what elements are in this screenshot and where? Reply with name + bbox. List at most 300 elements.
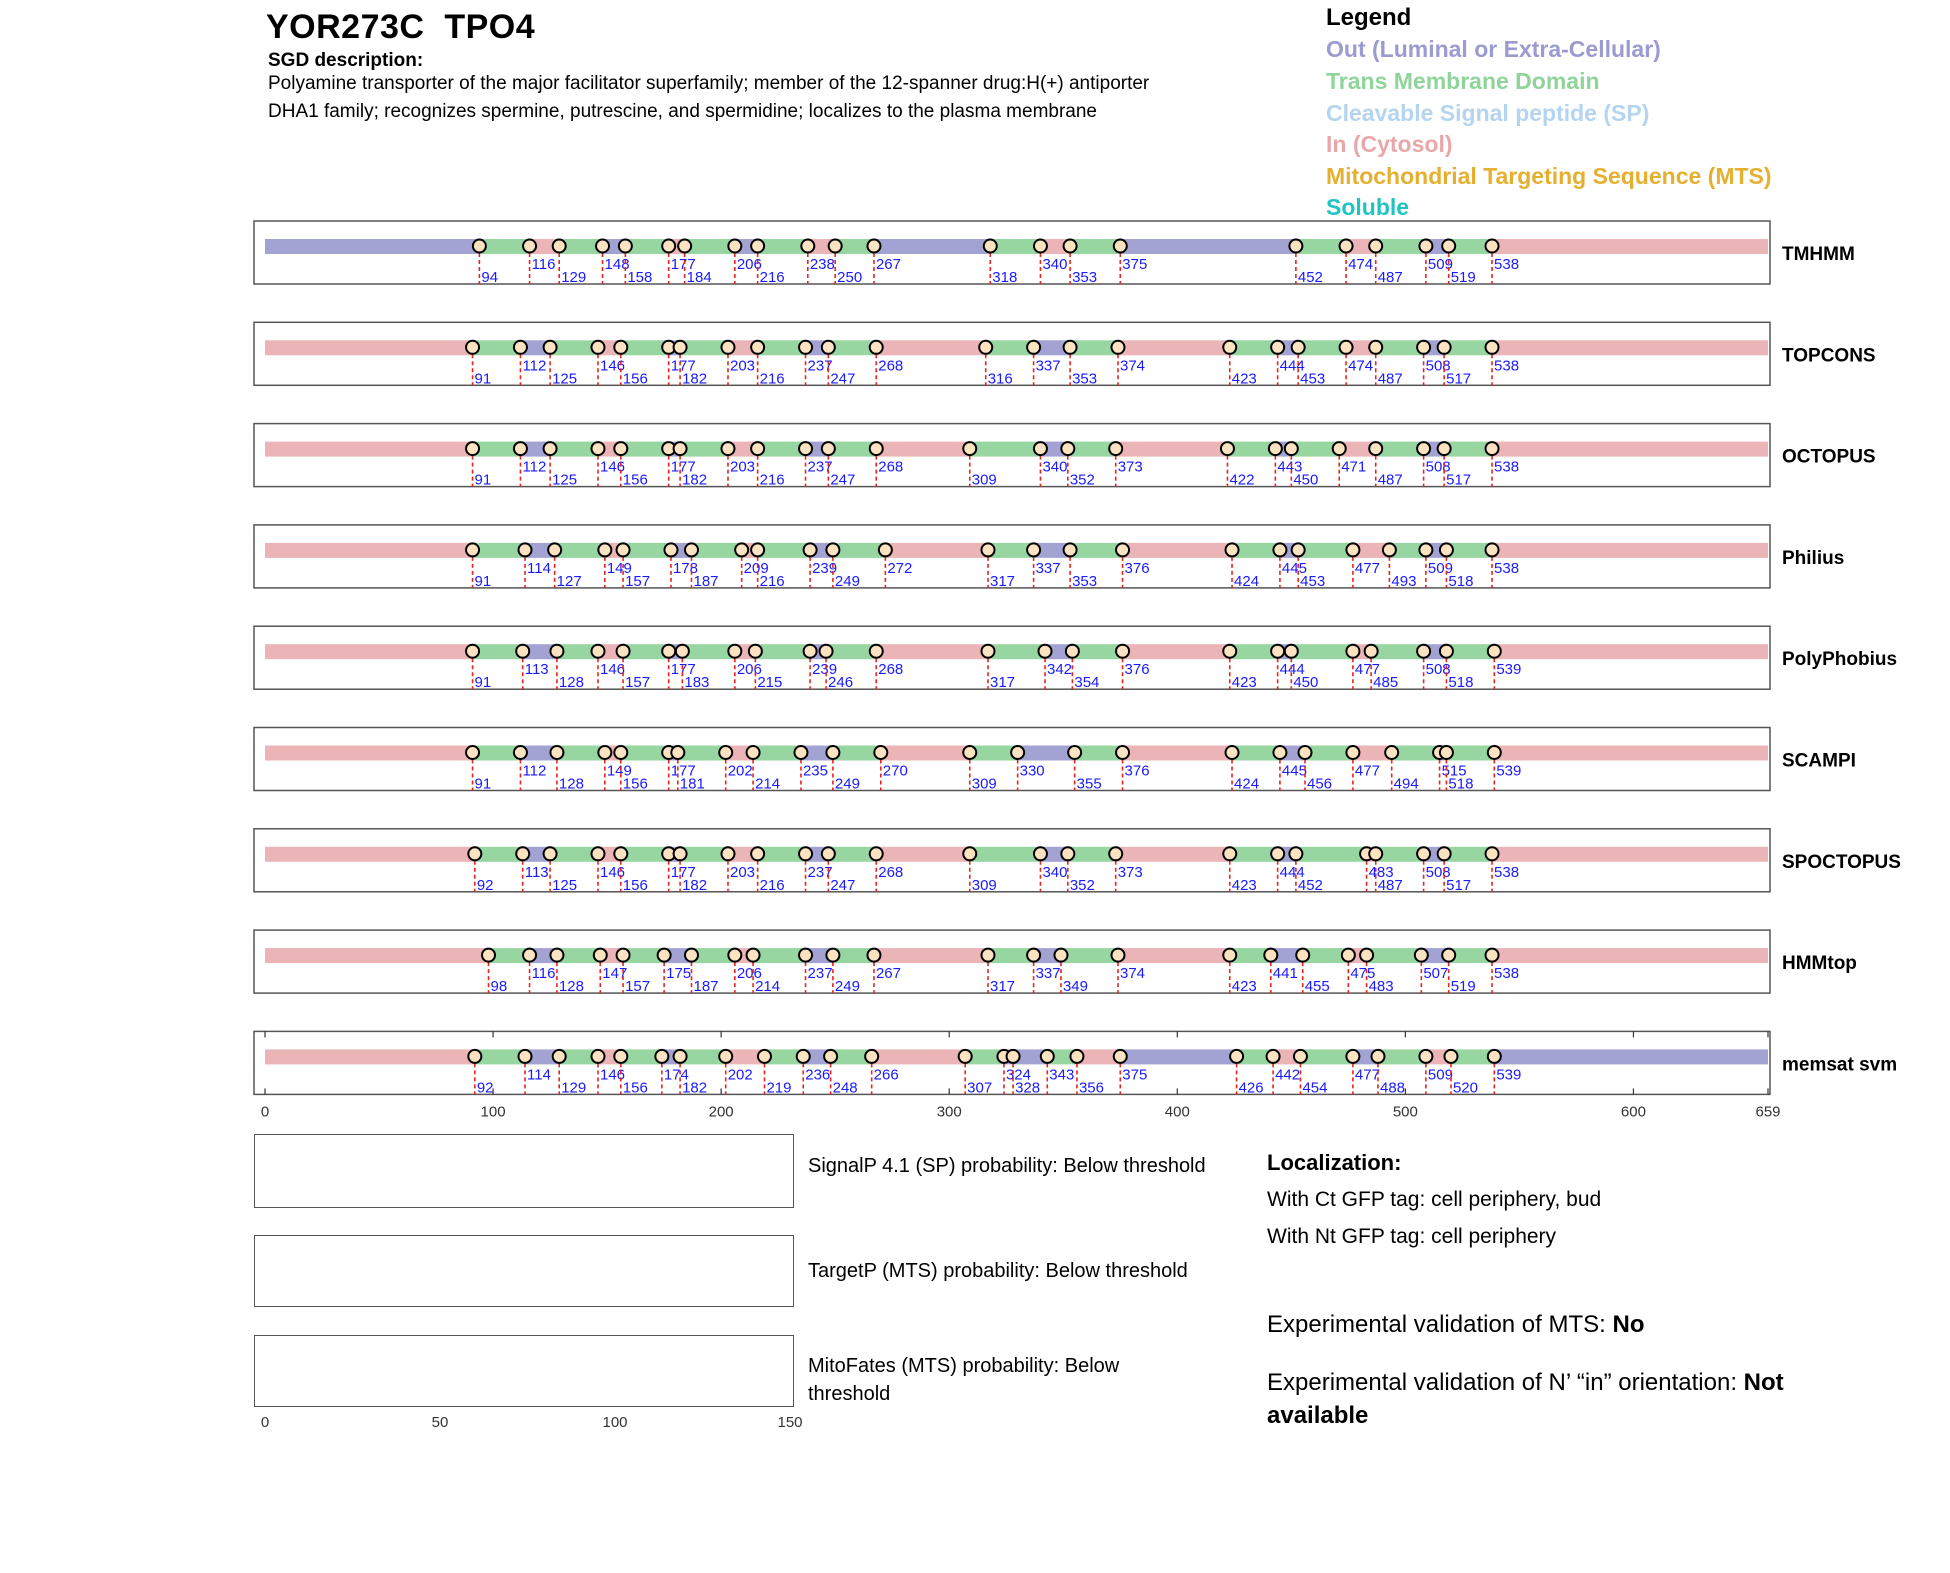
boundary-marker-topcons-125 [544, 341, 557, 354]
boundary-label-scampi-177: 177 [670, 762, 696, 780]
segment-philius-13 [885, 543, 988, 558]
boundary-marker-polyphobius-246 [820, 645, 833, 658]
boundary-marker-scampi-330 [1011, 746, 1024, 759]
boundary-label-spoctopus-423: 423 [1231, 876, 1257, 894]
segment-hmmtop-13 [874, 948, 988, 963]
boundary-marker-scampi-355 [1068, 746, 1081, 759]
boundary-marker-polyphobius-354 [1066, 645, 1079, 658]
boundary-marker-topcons-508 [1417, 341, 1430, 354]
boundary-marker-spoctopus-517 [1438, 847, 1451, 860]
segment-spoctopus-1 [265, 847, 475, 862]
boundary-marker-topcons-423 [1223, 341, 1236, 354]
boundary-label-hmmtop-317: 317 [989, 978, 1016, 996]
boundary-marker-polyphobius-444 [1271, 645, 1284, 658]
boundary-label-octopus-177: 177 [670, 458, 696, 476]
boundary-marker-hmmtop-519 [1442, 949, 1455, 962]
track-name-memsat-svm: memsat svm [1782, 1054, 1898, 1076]
segment-tmhmm-14 [990, 239, 1040, 254]
sgd-description-line-1: Polyamine transporter of the major facilitator superfamily; member of the 12-spanner drug:H(+) antiporter [268, 73, 1150, 94]
boundary-label-octopus-91: 91 [474, 471, 492, 489]
boundary-label-topcons-444: 444 [1279, 357, 1305, 375]
boundary-label-topcons-474: 474 [1348, 357, 1374, 375]
boundary-marker-memsat-svm-146 [591, 1050, 604, 1063]
boundary-marker-spoctopus-92 [468, 847, 481, 860]
boundary-marker-hmmtop-175 [658, 949, 671, 962]
boundary-label-topcons-508: 508 [1425, 357, 1451, 375]
boundary-marker-spoctopus-203 [721, 847, 734, 860]
segment-hmmtop-1 [265, 948, 489, 963]
boundary-marker-octopus-91 [466, 442, 479, 455]
segment-memsat-svm-19 [1120, 1049, 1236, 1064]
boundary-marker-tmhmm-353 [1064, 240, 1077, 253]
boundary-label-scampi-330: 330 [1019, 762, 1045, 780]
boundary-label-tmhmm-206: 206 [736, 256, 762, 273]
boundary-label-octopus-216: 216 [759, 471, 785, 489]
boundary-marker-memsat-svm-328 [1007, 1050, 1020, 1063]
boundary-label-tmhmm-116: 116 [531, 256, 556, 273]
boundary-label-octopus-422: 422 [1229, 471, 1255, 489]
segment-philius-4 [555, 543, 605, 558]
boundary-marker-memsat-svm-156 [614, 1050, 627, 1063]
boundary-label-polyphobius-354: 354 [1074, 674, 1100, 692]
segment-topcons-1 [265, 340, 473, 355]
boundary-marker-philius-249 [826, 543, 839, 556]
boundary-label-hmmtop-128: 128 [558, 978, 584, 996]
boundary-label-spoctopus-444: 444 [1279, 863, 1305, 881]
boundary-marker-hmmtop-237 [799, 949, 812, 962]
boundary-marker-scampi-445 [1273, 746, 1286, 759]
signalp-label: SignalP 4.1 (SP) probability: Below threshold [808, 1155, 1206, 1177]
segment-hmmtop-22 [1367, 948, 1422, 963]
segment-octopus-25 [1492, 442, 1768, 457]
boundary-marker-tmhmm-238 [801, 240, 814, 253]
segment-polyphobius-17 [1123, 644, 1230, 659]
boundary-label-spoctopus-483: 483 [1368, 863, 1394, 881]
boundary-label-hmmtop-441: 441 [1272, 965, 1298, 983]
boundary-marker-polyphobius-477 [1346, 645, 1359, 658]
boundary-marker-memsat-svm-477 [1346, 1050, 1359, 1063]
segment-hmmtop-10 [753, 948, 805, 963]
boundary-marker-memsat-svm-307 [959, 1050, 972, 1063]
segment-tmhmm-13 [874, 239, 990, 254]
boundary-label-memsat-svm-129: 129 [561, 1079, 587, 1097]
segment-scampi-1 [265, 746, 473, 761]
boundary-label-philius-216: 216 [759, 572, 785, 590]
segment-hmmtop-16 [1061, 948, 1118, 963]
boundary-marker-hmmtop-187 [685, 949, 698, 962]
track-name-polyphobius: PolyPhobius [1782, 649, 1898, 671]
boundary-marker-memsat-svm-343 [1041, 1050, 1054, 1063]
boundary-marker-scampi-539 [1488, 746, 1501, 759]
boundary-marker-octopus-146 [591, 442, 604, 455]
experimental-mts-value: No [1612, 1311, 1645, 1338]
segment-memsat-svm-1 [265, 1049, 475, 1064]
boundary-label-scampi-424: 424 [1234, 775, 1260, 793]
boundary-label-topcons-112: 112 [522, 357, 547, 375]
boundary-marker-topcons-112 [514, 341, 527, 354]
boundary-label-memsat-svm-343: 343 [1049, 1066, 1075, 1084]
boundary-marker-tmhmm-474 [1340, 240, 1353, 253]
track-name-scampi: SCAMPI [1782, 750, 1856, 772]
segment-tmhmm-10 [758, 239, 808, 254]
experimental-orientation [1267, 1366, 1887, 1432]
boundary-marker-hmmtop-147 [594, 949, 607, 962]
boundary-marker-octopus-268 [870, 442, 883, 455]
boundary-label-spoctopus-268: 268 [878, 863, 904, 881]
boundary-label-polyphobius-518: 518 [1448, 674, 1474, 692]
segment-tmhmm-23 [1492, 239, 1768, 254]
x-tick-label-0: 0 [260, 1103, 270, 1121]
legend-out: Out (Luminal or Extra-Cellular) [1326, 36, 1661, 62]
boundary-marker-scampi-91 [466, 746, 479, 759]
boundary-marker-polyphobius-206 [728, 645, 741, 658]
boundary-label-scampi-149: 149 [606, 762, 632, 780]
boundary-label-tmhmm-129: 129 [561, 269, 587, 286]
boundary-marker-topcons-487 [1369, 341, 1382, 354]
boundary-marker-memsat-svm-454 [1294, 1050, 1307, 1063]
boundary-marker-polyphobius-508 [1417, 645, 1430, 658]
boundary-label-topcons-247: 247 [830, 370, 856, 388]
localization-ct-gfp: With Ct GFP tag: cell periphery, bud [1267, 1188, 1602, 1211]
boundary-marker-tmhmm-267 [867, 240, 880, 253]
legend-mts: Mitochondrial Targeting Sequence (MTS) [1326, 163, 1772, 189]
boundary-label-hmmtop-374: 374 [1119, 965, 1146, 983]
boundary-marker-philius-157 [617, 543, 630, 556]
segment-octopus-14 [970, 442, 1041, 457]
targetp-plot-box [254, 1235, 794, 1307]
boundary-label-scampi-518: 518 [1448, 775, 1474, 793]
boundary-marker-philius-178 [664, 543, 677, 556]
track-name-octopus: OCTOPUS [1782, 446, 1876, 468]
boundary-marker-memsat-svm-219 [758, 1050, 771, 1063]
boundary-label-memsat-svm-236: 236 [805, 1066, 831, 1084]
boundary-label-tmhmm-267: 267 [875, 256, 901, 273]
boundary-marker-topcons-237 [799, 341, 812, 354]
boundary-marker-scampi-376 [1116, 746, 1129, 759]
boundary-marker-hmmtop-128 [550, 949, 563, 962]
boundary-label-memsat-svm-266: 266 [873, 1066, 899, 1084]
boundary-marker-memsat-svm-202 [719, 1050, 732, 1063]
boundary-marker-octopus-340 [1034, 442, 1047, 455]
segment-polyphobius-13 [876, 644, 988, 659]
boundary-label-philius-509: 509 [1427, 559, 1453, 577]
boundary-label-polyphobius-239: 239 [812, 661, 838, 679]
boundary-marker-polyphobius-239 [804, 645, 817, 658]
boundary-marker-spoctopus-444 [1271, 847, 1284, 860]
boundary-label-scampi-112: 112 [522, 762, 547, 780]
boundary-label-octopus-538: 538 [1494, 458, 1520, 476]
boundary-label-spoctopus-508: 508 [1425, 863, 1451, 881]
boundary-marker-octopus-450 [1285, 442, 1298, 455]
boundary-label-scampi-515: 515 [1441, 762, 1467, 780]
boundary-label-polyphobius-177: 177 [670, 661, 696, 679]
boundary-marker-scampi-494 [1385, 746, 1398, 759]
boundary-marker-hmmtop-455 [1296, 949, 1309, 962]
boundary-marker-octopus-247 [822, 442, 835, 455]
boundary-label-octopus-471: 471 [1341, 458, 1367, 476]
boundary-label-polyphobius-146: 146 [599, 661, 626, 679]
boundary-label-topcons-177: 177 [670, 357, 696, 375]
boundary-marker-philius-353 [1064, 543, 1077, 556]
boundary-label-polyphobius-183: 183 [684, 674, 710, 692]
boundary-label-tmhmm-216: 216 [759, 269, 785, 286]
boundary-label-spoctopus-340: 340 [1042, 863, 1068, 881]
boundary-label-tmhmm-318: 318 [992, 269, 1018, 286]
boundary-marker-hmmtop-507 [1415, 949, 1428, 962]
segment-polyphobius-14 [988, 644, 1045, 659]
segment-topcons-17 [1118, 340, 1230, 355]
boundary-label-scampi-214: 214 [755, 775, 781, 793]
segment-polyphobius-2 [473, 644, 523, 659]
segment-philius-12 [833, 543, 885, 558]
boundary-label-topcons-182: 182 [682, 370, 708, 388]
boundary-label-philius-272: 272 [887, 559, 913, 577]
boundary-marker-scampi-249 [826, 746, 839, 759]
segment-tmhmm-17 [1120, 239, 1296, 254]
segment-polyphobius-12 [826, 644, 876, 659]
boundary-marker-octopus-422 [1221, 442, 1234, 455]
boundary-marker-philius-239 [804, 543, 817, 556]
boundary-marker-polyphobius-91 [466, 645, 479, 658]
boundary-label-scampi-91: 91 [474, 775, 492, 793]
boundary-marker-spoctopus-352 [1061, 847, 1074, 860]
boundary-label-spoctopus-203: 203 [729, 863, 756, 881]
boundary-label-hmmtop-157: 157 [625, 978, 651, 996]
boundary-label-polyphobius-268: 268 [878, 661, 904, 679]
boundary-label-philius-337: 337 [1035, 559, 1061, 577]
boundary-marker-tmhmm-116 [523, 240, 536, 253]
boundary-label-topcons-146: 146 [599, 357, 626, 375]
boundary-label-scampi-249: 249 [834, 775, 860, 793]
boundary-marker-spoctopus-156 [614, 847, 627, 860]
boundary-label-octopus-203: 203 [729, 458, 756, 476]
segment-polyphobius-25 [1494, 644, 1768, 659]
boundary-label-memsat-svm-454: 454 [1302, 1079, 1328, 1097]
boundary-marker-tmhmm-184 [678, 240, 691, 253]
small-tick-label-150: 150 [777, 1414, 803, 1431]
boundary-label-memsat-svm-219: 219 [766, 1079, 792, 1097]
segment-tmhmm-18 [1296, 239, 1346, 254]
boundary-label-tmhmm-250: 250 [837, 269, 863, 286]
segment-tmhmm-20 [1376, 239, 1426, 254]
boundary-label-octopus-508: 508 [1425, 458, 1451, 476]
boundary-marker-hmmtop-538 [1486, 949, 1499, 962]
boundary-label-polyphobius-246: 246 [828, 674, 854, 692]
boundary-label-hmmtop-538: 538 [1494, 965, 1520, 983]
boundary-marker-topcons-538 [1486, 341, 1499, 354]
boundary-marker-octopus-125 [544, 442, 557, 455]
boundary-marker-philius-445 [1273, 543, 1286, 556]
boundary-label-memsat-svm-509: 509 [1427, 1066, 1453, 1084]
boundary-label-polyphobius-485: 485 [1373, 674, 1399, 692]
boundary-marker-philius-114 [519, 543, 532, 556]
segment-memsat-svm-27 [1494, 1049, 1768, 1064]
experimental-mts [1267, 1308, 1887, 1341]
boundary-label-octopus-309: 309 [971, 471, 997, 489]
boundary-label-hmmtop-98: 98 [490, 978, 508, 996]
segment-tmhmm-2 [479, 239, 529, 254]
boundary-label-memsat-svm-488: 488 [1379, 1079, 1406, 1097]
boundary-label-tmhmm-452: 452 [1297, 269, 1323, 286]
boundary-marker-hmmtop-214 [747, 949, 760, 962]
boundary-marker-philius-187 [685, 543, 698, 556]
boundary-label-octopus-182: 182 [682, 471, 708, 489]
boundary-label-memsat-svm-356: 356 [1078, 1079, 1104, 1097]
boundary-label-philius-209: 209 [743, 559, 769, 577]
boundary-label-philius-477: 477 [1354, 559, 1380, 577]
boundary-label-spoctopus-237: 237 [807, 863, 833, 881]
boundary-marker-polyphobius-376 [1116, 645, 1129, 658]
boundary-marker-polyphobius-423 [1223, 645, 1236, 658]
boundary-label-scampi-181: 181 [679, 775, 705, 793]
boundary-label-memsat-svm-307: 307 [967, 1079, 993, 1097]
boundary-label-scampi-235: 235 [802, 762, 829, 780]
boundary-marker-polyphobius-485 [1365, 645, 1378, 658]
boundary-label-philius-518: 518 [1448, 572, 1474, 590]
boundary-marker-philius-216 [751, 543, 764, 556]
x-tick-label-500: 500 [1392, 1103, 1418, 1121]
boundary-label-scampi-477: 477 [1354, 762, 1380, 780]
segment-scampi-17 [1123, 746, 1232, 761]
boundary-label-memsat-svm-426: 426 [1238, 1079, 1264, 1097]
boundary-marker-tmhmm-148 [596, 240, 609, 253]
boundary-label-polyphobius-215: 215 [757, 674, 783, 692]
boundary-marker-scampi-309 [963, 746, 976, 759]
segment-tmhmm-8 [685, 239, 735, 254]
x-tick-label-300: 300 [936, 1103, 962, 1121]
experimental-orientation-label: Experimental validation of N’ “in” orientation: [1267, 1369, 1744, 1396]
boundary-marker-topcons-182 [674, 341, 687, 354]
boundary-marker-polyphobius-518 [1440, 645, 1453, 658]
boundary-marker-octopus-203 [721, 442, 734, 455]
experimental-mts-label: Experimental validation of MTS: [1267, 1311, 1613, 1338]
boundary-label-spoctopus-538: 538 [1494, 863, 1520, 881]
boundary-marker-spoctopus-182 [674, 847, 687, 860]
boundary-label-octopus-268: 268 [878, 458, 904, 476]
boundary-marker-octopus-309 [963, 442, 976, 455]
boundary-label-octopus-156: 156 [622, 471, 648, 489]
boundary-marker-spoctopus-237 [799, 847, 812, 860]
boundary-marker-philius-317 [981, 543, 994, 556]
boundary-label-memsat-svm-328: 328 [1015, 1079, 1041, 1097]
boundary-label-memsat-svm-248: 248 [832, 1079, 858, 1097]
boundary-label-topcons-316: 316 [987, 370, 1013, 388]
segment-spoctopus-25 [1492, 847, 1768, 862]
boundary-label-tmhmm-375: 375 [1122, 256, 1148, 273]
boundary-marker-philius-424 [1226, 543, 1239, 556]
boundary-label-topcons-91: 91 [474, 370, 492, 388]
segment-topcons-25 [1492, 340, 1768, 355]
boundary-label-philius-157: 157 [625, 572, 651, 590]
boundary-marker-octopus-471 [1333, 442, 1346, 455]
boundary-marker-octopus-487 [1369, 442, 1382, 455]
boundary-marker-octopus-156 [614, 442, 627, 455]
boundary-marker-hmmtop-423 [1223, 949, 1236, 962]
segment-memsat-svm-2 [475, 1049, 525, 1064]
boundary-label-scampi-156: 156 [622, 775, 648, 793]
boundary-label-memsat-svm-442: 442 [1275, 1066, 1301, 1084]
boundary-label-polyphobius-539: 539 [1496, 661, 1522, 679]
boundary-label-tmhmm-158: 158 [627, 269, 653, 286]
boundary-label-spoctopus-125: 125 [552, 876, 578, 894]
boundary-marker-topcons-216 [751, 341, 764, 354]
boundary-marker-spoctopus-309 [963, 847, 976, 860]
boundary-label-philius-149: 149 [606, 559, 632, 577]
boundary-label-hmmtop-423: 423 [1231, 978, 1257, 996]
boundary-label-topcons-453: 453 [1300, 370, 1326, 388]
boundary-label-topcons-203: 203 [729, 357, 756, 375]
boundary-marker-philius-518 [1440, 543, 1453, 556]
segment-polyphobius-22 [1371, 644, 1423, 659]
segment-spoctopus-14 [970, 847, 1041, 862]
boundary-marker-memsat-svm-174 [655, 1050, 668, 1063]
segment-philius-17 [1123, 543, 1232, 558]
segment-polyphobius-1 [265, 644, 473, 659]
boundary-label-hmmtop-237: 237 [807, 965, 833, 983]
boundary-marker-tmhmm-94 [473, 240, 486, 253]
boundary-label-philius-91: 91 [474, 572, 492, 590]
boundary-label-topcons-337: 337 [1035, 357, 1061, 375]
boundary-marker-hmmtop-116 [523, 949, 536, 962]
boundary-marker-scampi-235 [794, 746, 807, 759]
boundary-marker-topcons-268 [870, 341, 883, 354]
boundary-label-octopus-146: 146 [599, 458, 626, 476]
boundary-label-polyphobius-157: 157 [625, 674, 651, 692]
boundary-marker-topcons-247 [822, 341, 835, 354]
boundary-marker-topcons-517 [1438, 341, 1451, 354]
boundary-label-spoctopus-92: 92 [476, 876, 494, 894]
page-title: YOR273C TPO4 [266, 8, 536, 46]
boundary-marker-memsat-svm-236 [797, 1050, 810, 1063]
boundary-label-memsat-svm-520: 520 [1452, 1079, 1479, 1097]
boundary-label-polyphobius-508: 508 [1425, 661, 1451, 679]
boundary-label-tmhmm-340: 340 [1042, 256, 1068, 273]
boundary-label-philius-114: 114 [527, 559, 551, 577]
boundary-label-polyphobius-423: 423 [1231, 674, 1257, 692]
boundary-marker-topcons-374 [1111, 341, 1124, 354]
boundary-label-octopus-487: 487 [1377, 471, 1403, 489]
boundary-marker-polyphobius-183 [676, 645, 689, 658]
boundary-label-tmhmm-474: 474 [1348, 256, 1374, 273]
boundary-label-tmhmm-148: 148 [604, 256, 630, 273]
boundary-label-topcons-353: 353 [1072, 370, 1098, 388]
boundary-label-hmmtop-175: 175 [666, 965, 692, 983]
boundary-label-spoctopus-352: 352 [1069, 876, 1095, 894]
boundary-label-octopus-352: 352 [1069, 471, 1095, 489]
segment-polyphobius-8 [682, 644, 734, 659]
boundary-label-hmmtop-206: 206 [736, 965, 762, 983]
boundary-marker-memsat-svm-182 [674, 1050, 687, 1063]
segment-octopus-1 [265, 442, 473, 457]
boundary-marker-tmhmm-509 [1419, 240, 1432, 253]
boundary-label-polyphobius-450: 450 [1293, 674, 1319, 692]
boundary-label-spoctopus-373: 373 [1117, 863, 1143, 881]
boundary-label-topcons-487: 487 [1377, 370, 1403, 388]
boundary-label-hmmtop-249: 249 [834, 978, 860, 996]
boundary-label-philius-424: 424 [1234, 572, 1260, 590]
boundary-marker-hmmtop-337 [1027, 949, 1040, 962]
boundary-marker-topcons-337 [1027, 341, 1040, 354]
boundary-label-scampi-445: 445 [1281, 762, 1307, 780]
boundary-label-memsat-svm-375: 375 [1122, 1066, 1148, 1084]
boundary-marker-hmmtop-374 [1111, 949, 1124, 962]
boundary-label-polyphobius-444: 444 [1279, 661, 1305, 679]
boundary-marker-hmmtop-317 [981, 949, 994, 962]
boundary-marker-spoctopus-216 [751, 847, 764, 860]
segment-spoctopus-20 [1296, 847, 1367, 862]
segment-octopus-13 [876, 442, 970, 457]
boundary-label-tmhmm-509: 509 [1427, 256, 1453, 273]
